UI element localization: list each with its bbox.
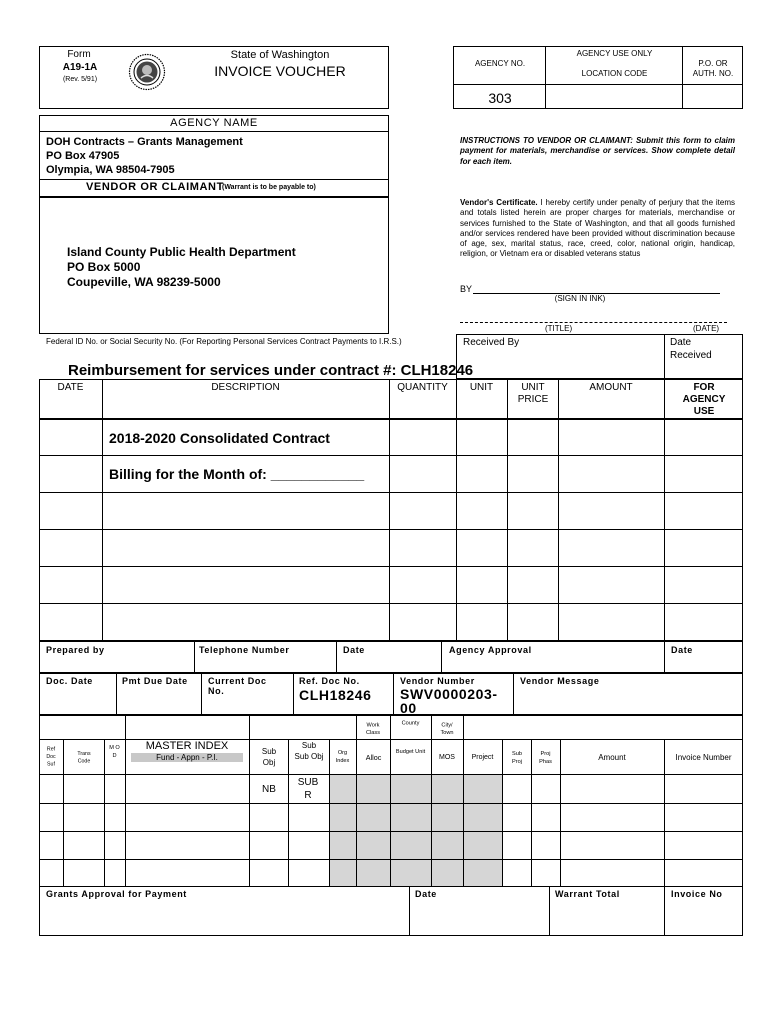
date-received-label: Date Received (670, 337, 712, 361)
ref-doc-suf-label: Ref Doc Suf (46, 746, 56, 767)
amount-label: Amount (598, 753, 626, 762)
reimbursement-line[interactable]: Reimbursement for services under contract #: CLH18246 (68, 362, 474, 379)
vendor-claimant-label: VENDOR OR CLAIMANT (86, 181, 224, 193)
proj-phas-label: Proj Phas (539, 750, 552, 765)
project-label: Project (471, 754, 494, 761)
invoice-number-label: Invoice Number (675, 753, 732, 762)
warrant-total-label[interactable]: Warrant Total (555, 889, 620, 899)
col-amount: AMOUNT (589, 382, 633, 393)
trans-code-label: Trans Code (77, 751, 91, 764)
ref-doc-value[interactable]: CLH18246 (299, 687, 372, 703)
certificate-title: Vendor's Certificate. (460, 198, 538, 207)
sign-by-label: BY (460, 284, 473, 294)
agency-approval-label[interactable]: Agency Approval (449, 645, 532, 655)
col-quantity: QUANTITY (397, 382, 448, 393)
received-by-label: Received By (463, 337, 520, 348)
city-town-label: City/ Town (440, 722, 454, 736)
current-doc-label[interactable]: Current Doc No. (208, 676, 267, 696)
state-name: State of Washington (230, 49, 330, 61)
col-agency-use: FOR AGENCY USE (682, 382, 726, 417)
agency-name-label: AGENCY NAME (170, 117, 258, 129)
federal-id-label: Federal ID No. or Social Security No. (For Reporting Personal Services Contract Payments to I.R.S.) (46, 337, 402, 346)
line-items-body (39, 419, 743, 641)
telephone-label[interactable]: Telephone Number (199, 645, 290, 655)
footer-date-label[interactable]: Date (415, 889, 437, 899)
date-label: (DATE) (693, 324, 720, 333)
sub-proj-label: Sub Proj (512, 750, 522, 765)
prepared-by-label[interactable]: Prepared by (46, 645, 105, 655)
po-label-1: P.O. OR (698, 59, 728, 68)
approval-date-label[interactable]: Date (343, 645, 365, 655)
budget-unit-label: Budget Unit (395, 748, 426, 755)
agency-address-line3: Olympia, WA 98504-7905 (46, 164, 175, 176)
vendor-address-line2[interactable]: PO Box 5000 (67, 260, 141, 274)
approval-row (39, 641, 743, 673)
vendor-warrant-note: (Warrant is to be payable to) (222, 184, 316, 191)
ref-doc-label: Ref. Doc No. (299, 676, 360, 686)
vendor-number-value[interactable]: SWV0000203-00 (400, 686, 498, 716)
form-title: INVOICE VOUCHER (214, 63, 346, 79)
title-label: (TITLE) (545, 324, 573, 333)
agency-no-value[interactable]: 303 (488, 90, 512, 106)
work-class-label: Work Class (365, 722, 380, 736)
vendor-message-label[interactable]: Vendor Message (520, 676, 600, 686)
grants-approval-label[interactable]: Grants Approval for Payment (46, 889, 187, 899)
vendor-certificate (460, 198, 735, 260)
mos-label: MOS (439, 754, 455, 761)
form-revision: (Rev. 5/91) (62, 76, 98, 83)
doc-date-label[interactable]: Doc. Date (46, 676, 93, 686)
certificate-text: I hereby certify under penalty of perjury that the items and totals listed herein are proper charges for materials, merchandise or services furnished to the State of Washington, and that all goods furnished and/or services rendered have been provided without discrimination because of age, sex, marital status, race, creed, color, national origin, handicap, religion, or Vietnam era or disabled veterans status (460, 198, 735, 259)
vendor-address-line1[interactable]: Island County Public Health Department (67, 245, 296, 259)
col-date: DATE (57, 382, 84, 393)
sub-obj-label: Sub Obj (261, 747, 277, 767)
instructions-text: INSTRUCTIONS TO VENDOR OR CLAIMANT: Submit this form to claim payment for materials, merchandise or services. Show complete detail for each item. (460, 136, 735, 166)
vendor-address-line3[interactable]: Coupeville, WA 98239-5000 (67, 275, 221, 289)
agency-use-only-label: AGENCY USE ONLY (576, 49, 653, 58)
fund-label: Fund - Appn - P.I. (131, 753, 243, 762)
form-number: A19-1A (62, 62, 98, 73)
agency-no-label: AGENCY NO. (474, 59, 526, 68)
col-unit: UNIT (469, 382, 494, 393)
form-label: Form (67, 49, 91, 60)
vendor-number-label: Vendor Number (400, 676, 475, 686)
sub-sub-obj-label: Sub Sub Obj (294, 741, 324, 761)
county-label: County (401, 720, 420, 727)
alloc-label: Alloc (365, 753, 382, 762)
col-description: DESCRIPTION (211, 382, 280, 393)
location-code-label: LOCATION CODE (581, 69, 648, 78)
title-line[interactable] (460, 322, 727, 323)
agency-address-line1: DOH Contracts – Grants Management (46, 136, 243, 148)
invoice-no-label[interactable]: Invoice No (671, 889, 723, 899)
agency-address-line2: PO Box 47905 (46, 150, 120, 162)
line-item-2-description[interactable]: Billing for the Month of: ____________ (109, 466, 365, 482)
mod-label: M O D (109, 744, 120, 759)
sub-sub-obj-value[interactable]: SUB R (297, 777, 319, 801)
sub-obj-value[interactable]: NB (262, 784, 276, 795)
col-unit-price: UNIT PRICE (517, 382, 549, 405)
sign-in-ink-label: (SIGN IN INK) (554, 294, 606, 303)
po-label-2: AUTH. NO. (692, 69, 734, 78)
master-index-label: MASTER INDEX (145, 740, 229, 752)
line-item-1-description[interactable]: 2018-2020 Consolidated Contract (109, 430, 330, 446)
agency-approval-date-label[interactable]: Date (671, 645, 693, 655)
state-seal-icon (128, 53, 166, 91)
org-index-label: Org Index (335, 749, 350, 764)
pmt-due-date-label[interactable]: Pmt Due Date (122, 676, 188, 686)
